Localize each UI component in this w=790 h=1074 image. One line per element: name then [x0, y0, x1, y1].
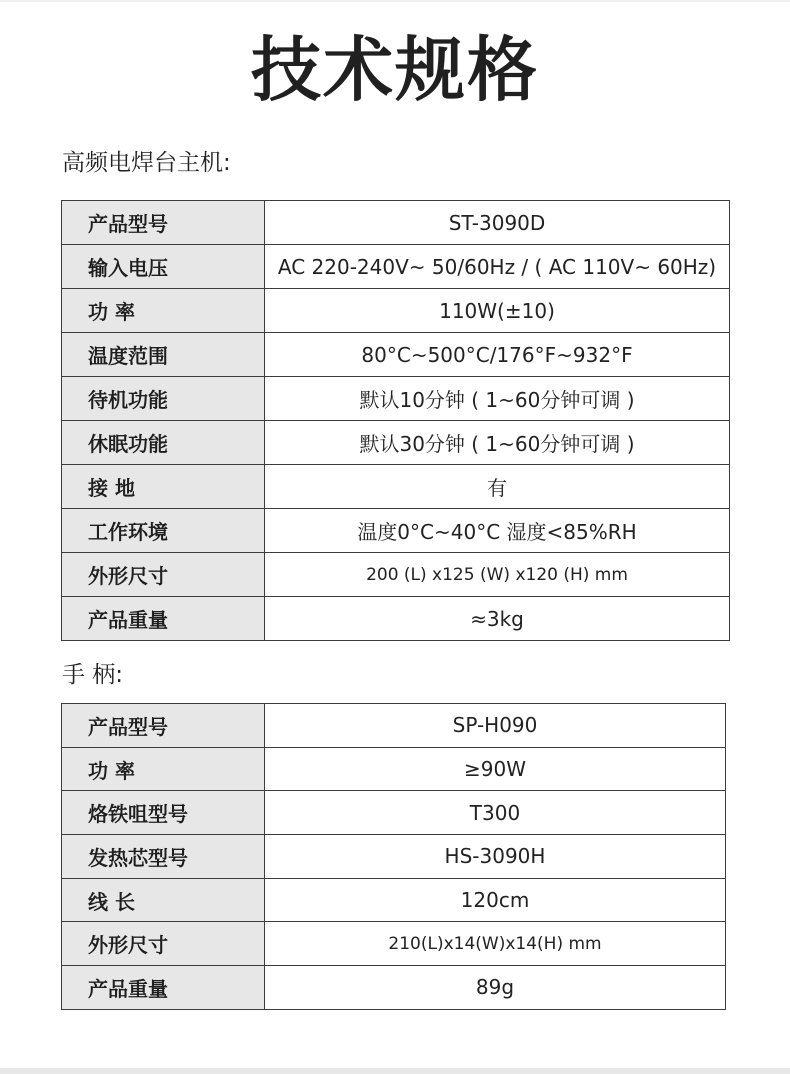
spec-label: 发热芯型号	[62, 835, 265, 879]
table-row	[62, 465, 730, 509]
table-row	[62, 421, 730, 465]
spec-label: 接 地	[62, 465, 265, 509]
handle-spec-table	[61, 703, 726, 1010]
spec-label: 外形尺寸	[62, 553, 265, 597]
spec-label: 输入电压	[62, 245, 265, 289]
table-row	[62, 597, 730, 641]
handle-section-heading: 手 柄:	[62, 662, 124, 688]
host-section-heading: 高频电焊台主机:	[62, 150, 231, 176]
spec-label: 产品型号	[62, 704, 265, 748]
spec-label: 产品重量	[62, 597, 265, 641]
table-row	[62, 747, 726, 791]
spec-value: 110W(±10)	[265, 289, 730, 333]
table-row	[62, 704, 726, 748]
top-divider	[0, 0, 790, 2]
table-row	[62, 245, 730, 289]
table-row	[62, 966, 726, 1010]
spec-value: ST-3090D	[265, 201, 730, 245]
spec-value: AC 220-240V~ 50/60Hz / ( AC 110V~ 60Hz)	[265, 245, 730, 289]
table-row	[62, 922, 726, 966]
spec-value: 默认30分钟 ( 1~60分钟可调 )	[265, 421, 730, 465]
spec-value: ≥90W	[265, 747, 726, 791]
spec-value: 默认10分钟 ( 1~60分钟可调 )	[265, 377, 730, 421]
spec-value: 200 (L) x125 (W) x120 (H) mm	[265, 553, 730, 597]
spec-label: 产品型号	[62, 201, 265, 245]
spec-value: 有	[265, 465, 730, 509]
spec-value: T300	[265, 791, 726, 835]
spec-label: 温度范围	[62, 333, 265, 377]
table-row	[62, 333, 730, 377]
spec-value: 80°C~500°C/176°F~932°F	[265, 333, 730, 377]
table-row	[62, 791, 726, 835]
bottom-divider	[0, 1068, 790, 1074]
spec-label: 线 长	[62, 878, 265, 922]
host-spec-table	[61, 200, 730, 641]
spec-value: 120cm	[265, 878, 726, 922]
table-row	[62, 509, 730, 553]
spec-label: 工作环境	[62, 509, 265, 553]
spec-label: 功 率	[62, 289, 265, 333]
spec-label: 烙铁咀型号	[62, 791, 265, 835]
table-row	[62, 835, 726, 879]
table-row	[62, 289, 730, 333]
spec-value: 89g	[265, 966, 726, 1010]
spec-label: 待机功能	[62, 377, 265, 421]
table-row	[62, 878, 726, 922]
page-title: 技术规格	[251, 29, 539, 111]
spec-label: 外形尺寸	[62, 922, 265, 966]
spec-value: 210(L)x14(W)x14(H) mm	[265, 922, 726, 966]
spec-value: SP-H090	[265, 704, 726, 748]
spec-label: 休眠功能	[62, 421, 265, 465]
spec-value: 温度0°C~40°C 湿度<85%RH	[265, 509, 730, 553]
spec-label: 产品重量	[62, 966, 265, 1010]
table-row	[62, 377, 730, 421]
table-row	[62, 553, 730, 597]
spec-value: ≈3kg	[265, 597, 730, 641]
spec-label: 功 率	[62, 747, 265, 791]
spec-value: HS-3090H	[265, 835, 726, 879]
table-row	[62, 201, 730, 245]
